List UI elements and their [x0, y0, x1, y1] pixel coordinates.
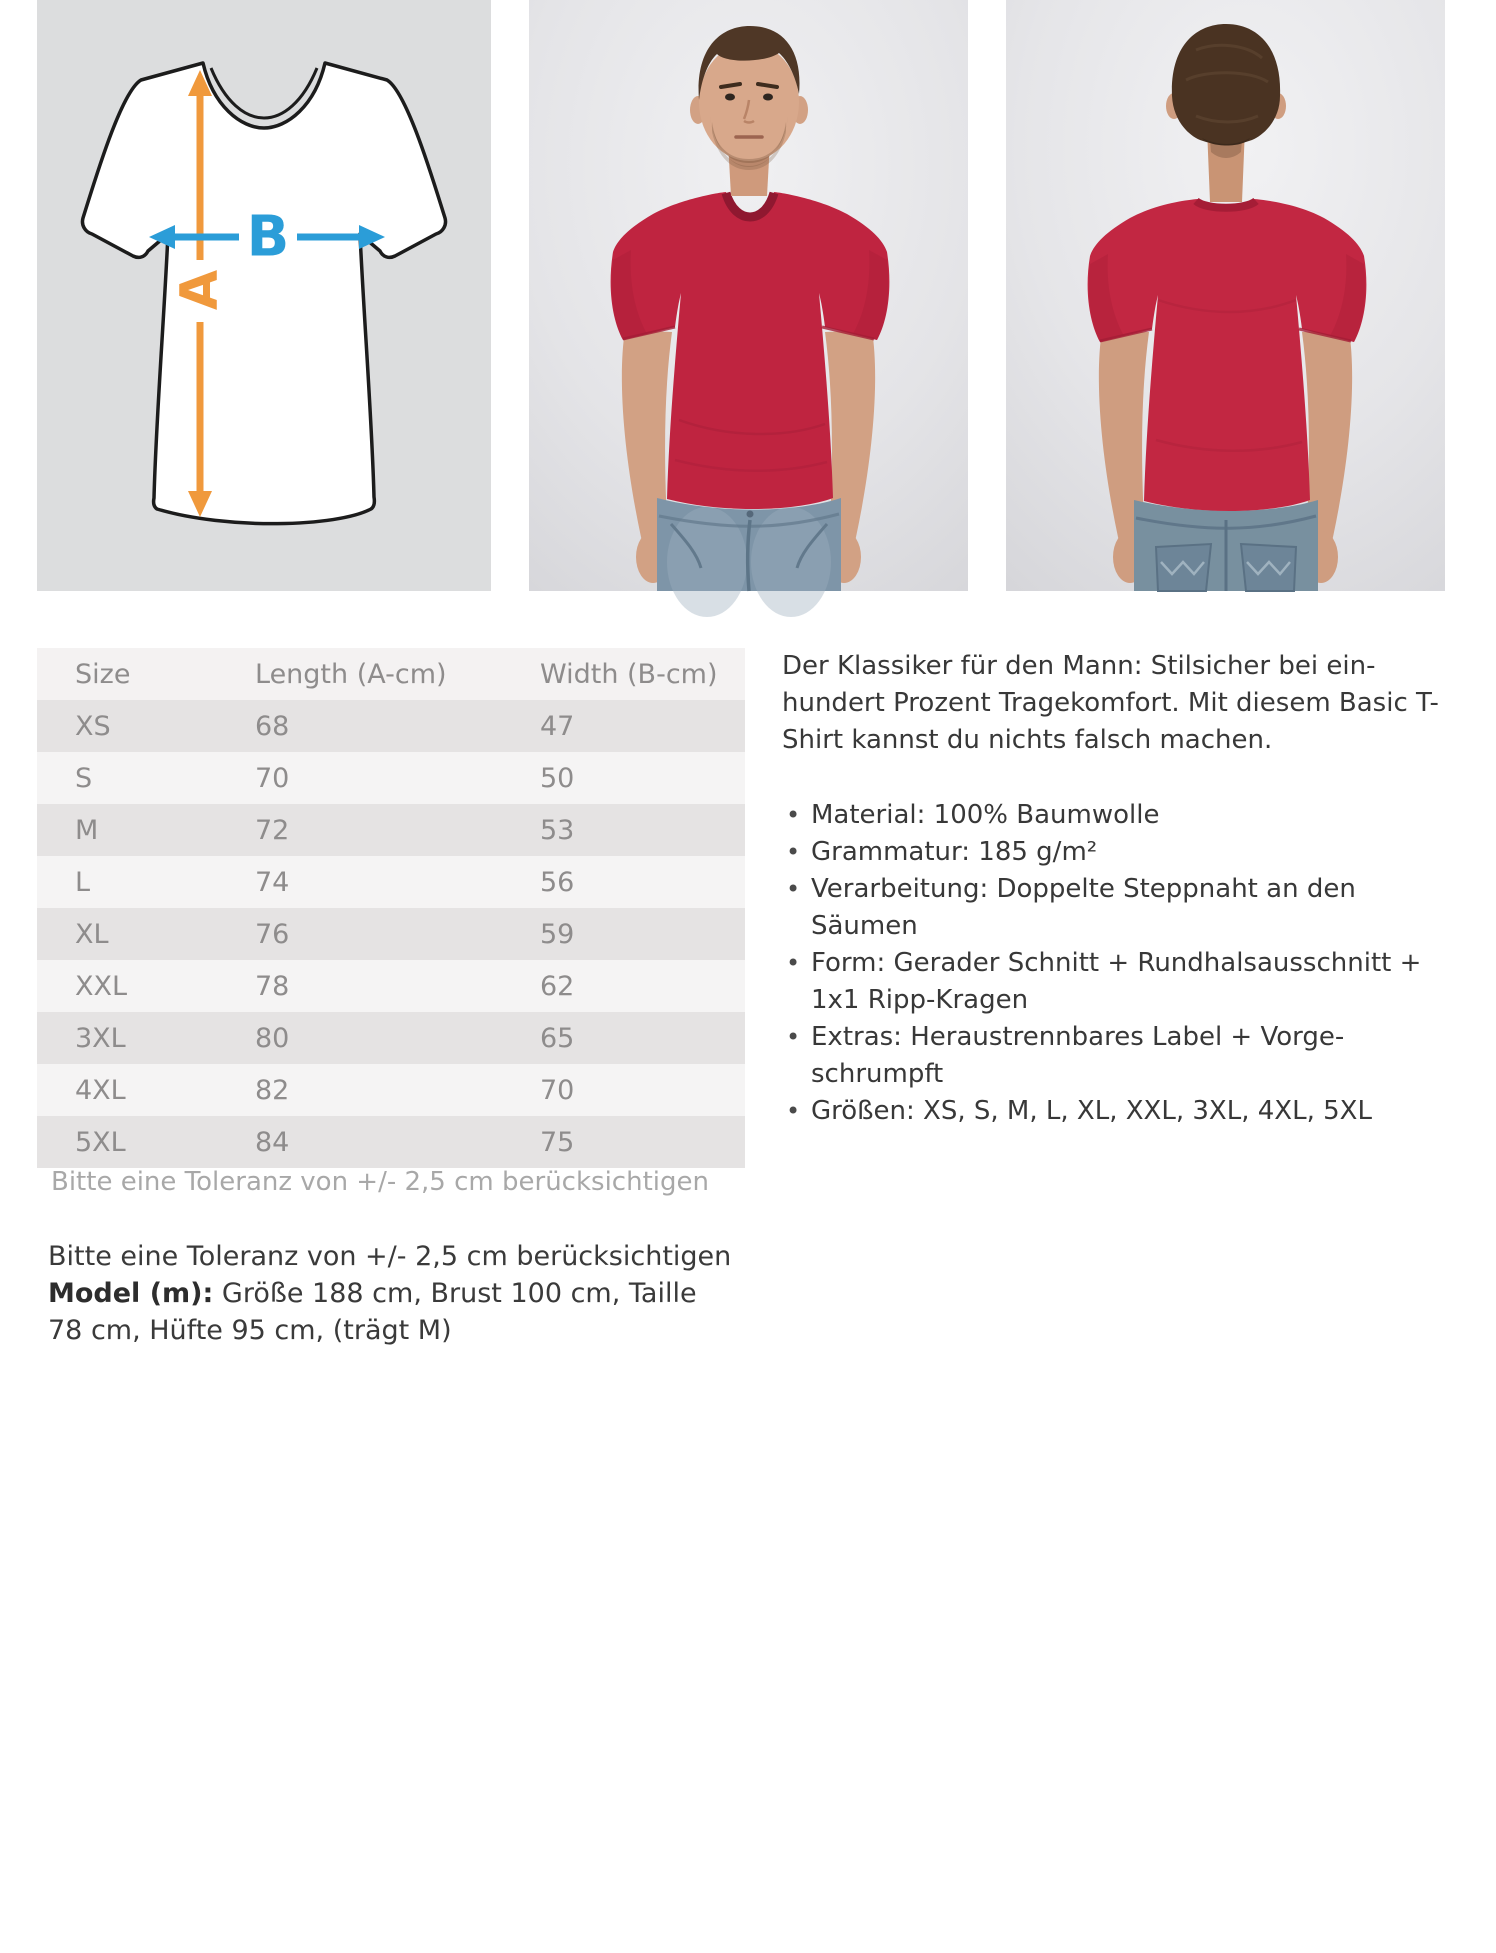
feature-item: • Form: Gerader Schnitt + Rundhalsausschnitt + 1x1 Ripp-Kragen	[782, 945, 1442, 1019]
clipped-text-strip: Bitte eine Toleranz von +/- 2,5 cm berücksichtigen	[51, 1167, 709, 1197]
width-cell: 59	[540, 918, 575, 950]
width-cell: 65	[540, 1022, 575, 1054]
content-row	[0, 648, 1496, 1349]
length-cell: 78	[255, 970, 290, 1002]
jeans-back	[1134, 500, 1318, 591]
table-row	[37, 1012, 745, 1064]
table-row	[37, 752, 745, 804]
size-cell: 3XL	[75, 1022, 126, 1054]
jeans-front	[657, 498, 841, 617]
length-cell: 70	[255, 762, 290, 794]
size-cell: XS	[75, 710, 111, 742]
model-info-details: Größe 188 cm, Brust 100 cm, Taille 78 cm, Hüfte 95 cm, (trägt M)	[48, 1278, 697, 1346]
length-cell: 68	[255, 710, 290, 742]
product-description: Der Klassiker für den Mann: Stilsicher bei einhundert Prozent Tragekomfort. Mit diesem Basic T-Shirt kannst du nichts falsch machen.	[782, 651, 1439, 755]
width-cell: 53	[540, 814, 575, 846]
model-info-label: Model (m):	[48, 1278, 214, 1309]
table-row	[37, 804, 745, 856]
size-cell: XXL	[75, 970, 128, 1002]
size-cell: 4XL	[75, 1074, 126, 1106]
length-cell: 76	[255, 918, 290, 950]
table-row	[37, 960, 745, 1012]
size-cell: S	[75, 762, 93, 794]
description-column	[782, 648, 1445, 1130]
width-cell: 62	[540, 970, 575, 1002]
width-cell: 47	[540, 710, 575, 742]
product-photo-back	[1006, 0, 1445, 591]
width-cell: 70	[540, 1074, 575, 1106]
size-cell: 5XL	[75, 1126, 126, 1158]
feature-item: • Grammatur: 185 g/m²	[782, 834, 1442, 871]
length-cell: 82	[255, 1074, 290, 1106]
size-diagram-image	[37, 0, 491, 591]
table-row	[37, 1064, 745, 1116]
model-back-illustration	[1006, 0, 1445, 591]
model-front-illustration	[529, 0, 968, 591]
tolerance-note: Bitte eine Toleranz von +/- 2,5 cm berücksichtigen	[48, 1241, 732, 1272]
length-cell: 74	[255, 866, 290, 898]
product-features-list	[782, 797, 1442, 1130]
label-a: A	[170, 269, 230, 311]
length-cell: 84	[255, 1126, 290, 1158]
model-info	[48, 1275, 703, 1349]
size-cell: L	[75, 866, 91, 898]
feature-item: • Material: 100% Baumwolle	[782, 797, 1442, 834]
header-size: Size	[75, 658, 131, 690]
size-table	[37, 648, 745, 1168]
table-row	[37, 700, 745, 752]
header-width: Width (B-cm)	[540, 658, 718, 690]
images-row	[0, 0, 1496, 591]
product-photo-front	[529, 0, 968, 591]
tshirt-measure-diagram	[37, 0, 491, 591]
size-cell: XL	[75, 918, 109, 950]
header-length: Length (A-cm)	[255, 658, 447, 690]
feature-item: • Extras: Heraustrennbares Label + Vorgeschrumpft	[782, 1019, 1442, 1093]
size-cell: M	[75, 814, 99, 846]
width-cell: 56	[540, 866, 575, 898]
table-row	[37, 908, 745, 960]
label-b: B	[246, 204, 290, 270]
table-row	[37, 856, 745, 908]
table-header-row	[37, 648, 745, 700]
size-table-body	[37, 700, 745, 1168]
length-cell: 80	[255, 1022, 290, 1054]
feature-item: • Verarbeitung: Doppelte Steppnaht an den Säumen	[782, 871, 1442, 945]
footer-note	[37, 1238, 745, 1349]
length-cell: 72	[255, 814, 290, 846]
width-cell: 75	[540, 1126, 575, 1158]
feature-item: • Größen: XS, S, M, L, XL, XXL, 3XL, 4XL, 5XL	[782, 1093, 1442, 1130]
table-row	[37, 1116, 745, 1168]
width-cell: 50	[540, 762, 575, 794]
size-table-column	[37, 648, 745, 1349]
